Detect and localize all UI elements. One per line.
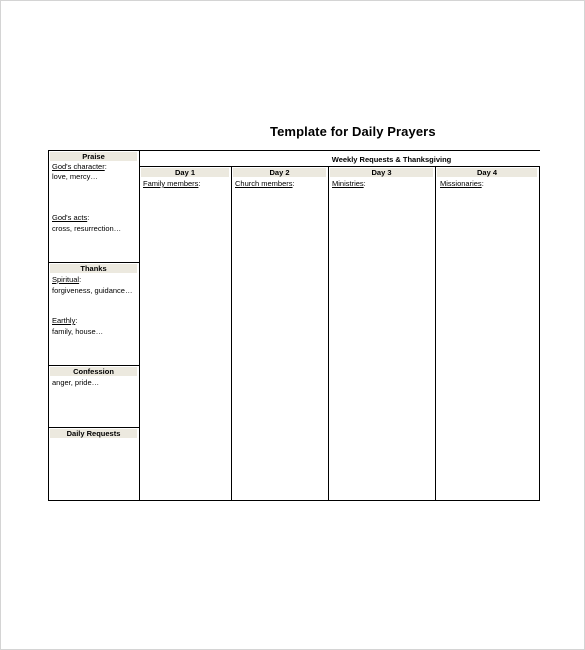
day3-header: Day 3 [371, 168, 392, 177]
grid-left-edge [48, 150, 49, 501]
colon: : [104, 162, 107, 171]
day1-label [143, 179, 201, 188]
day1-label-text: Family members [143, 179, 199, 188]
earthly-label [52, 316, 77, 325]
confession-detail: anger, pride… [52, 378, 100, 387]
day2-label-text: Church members [235, 179, 293, 188]
day-header-rule [139, 166, 540, 167]
day-divider-3 [435, 166, 436, 501]
gods-acts-detail: cross, resurrection… [52, 224, 122, 233]
page-title: Template for Daily Prayers [270, 124, 436, 139]
earthly-detail: family, house… [52, 327, 104, 336]
day2-header: Day 2 [269, 168, 290, 177]
earthly-text: Earthly [52, 316, 76, 325]
day-divider-1 [231, 166, 232, 501]
top-rule [139, 150, 540, 151]
left-box-top [48, 150, 140, 151]
gods-character-text: God's character [52, 162, 105, 171]
grid-right-edge [539, 166, 540, 501]
praise-header: Praise [82, 152, 105, 161]
colon: : [481, 179, 484, 188]
daily-requests-header: Daily Requests [66, 429, 121, 438]
left-col-edge [139, 150, 140, 501]
day4-label-text: Missionaries [440, 179, 482, 188]
colon: : [363, 179, 366, 188]
colon: : [75, 316, 78, 325]
section-divider-daily-requests [48, 427, 140, 428]
spiritual-label [52, 275, 81, 284]
section-divider-confession [48, 365, 140, 366]
section-divider-thanks [48, 262, 140, 263]
colon: : [292, 179, 295, 188]
weekly-requests-header: Weekly Requests & Thanksgiving [331, 155, 452, 164]
day4-label [440, 179, 484, 188]
day4-header: Day 4 [476, 168, 497, 177]
colon: : [198, 179, 201, 188]
gods-acts-label [52, 213, 89, 222]
gods-character-label [52, 162, 107, 171]
day-divider-2 [328, 166, 329, 501]
gods-acts-text: God's acts [52, 213, 88, 222]
day3-label-text: Ministries [332, 179, 364, 188]
gods-character-detail: love, mercy… [52, 172, 98, 181]
spiritual-detail: forgiveness, guidance… [52, 286, 133, 295]
thanks-header: Thanks [80, 264, 107, 273]
grid-bottom [48, 500, 540, 501]
colon: : [79, 275, 82, 284]
day3-label [332, 179, 366, 188]
confession-header: Confession [73, 367, 114, 376]
day1-header: Day 1 [174, 168, 195, 177]
spiritual-text: Spiritual [52, 275, 80, 284]
colon: : [87, 213, 90, 222]
day2-label [235, 179, 295, 188]
